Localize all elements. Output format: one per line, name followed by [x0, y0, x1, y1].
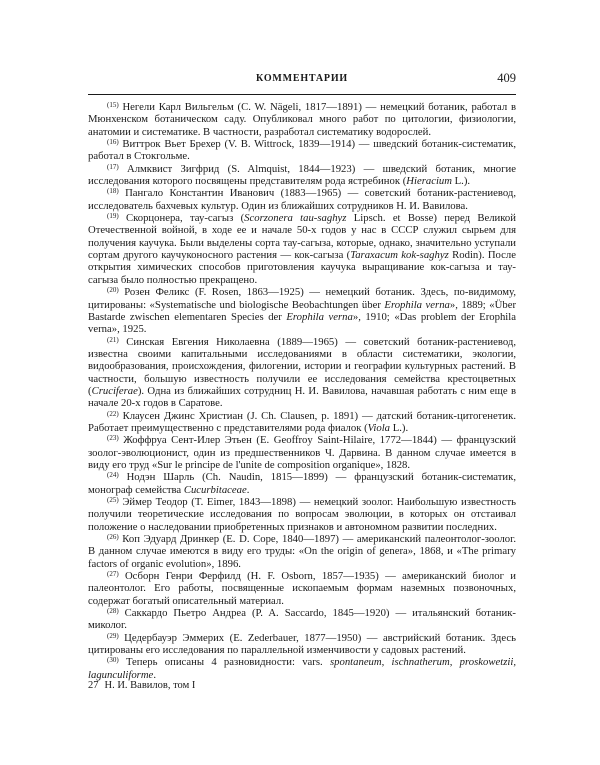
note-number: (17)	[107, 162, 119, 171]
comment-note	[88, 410, 516, 435]
comment-note	[88, 570, 516, 607]
note-number: (29)	[107, 631, 119, 640]
comment-note	[88, 286, 516, 335]
note-number: (21)	[107, 335, 119, 344]
running-head: КОММЕНТАРИИ	[256, 73, 348, 84]
note-number: (30)	[107, 656, 119, 665]
note-text: Синская Евгения Николаевна (1889—1965) — советский ботаник-растениевод, известна своими капитальными исследованиями в области систематики, экологии, видообразования, происхождения, филогении, истории и географии культурных растений. В частности, большую известность получили ее исследования семейства крестоцветных (Cruciferae). Одна из ближайших сотрудниц Н. И. Вавилова, начавшая работать с ним еще в начале 20-х годов в Саратове.	[88, 335, 516, 410]
comment-note	[88, 101, 516, 138]
comment-note	[88, 163, 516, 188]
note-number: (27)	[107, 570, 119, 579]
note-text: Эймер Теодор (T. Eimer, 1843—1898) — немецкий зоолог. Наибольшую известность получили теоретические исследования по вопросам эволюции, в которых он отстаивал положение о наследовании приобретенных признаков и автономном развитии последних.	[88, 496, 516, 533]
note-text: Розен Феликс (F. Rosen, 1863—1925) — немецкий ботаник. Здесь, по-видимому, цитированы: «Systematische und biologische Beobachtungen über Erophila verna», 1889; «Über Bastarde zwischen elementaren Species der Erophila verna», 1910; «Das problem der Erophila verna», 1925.	[88, 286, 516, 336]
note-number: (19)	[107, 212, 119, 221]
note-text: Алмквист Зигфрид (S. Almquist, 1844—1923) — шведский ботаник, многие исследования которого посвящены представителям рода ястребинок (Hieracium L.).	[88, 162, 516, 188]
note-text: Коп Эдуард Дринкер (E. D. Cope, 1840—1897) — американский палеонтолог-зоолог. В данном случае имеются в виду его труды: «On the origin of genera», 1868, и «The primary factors of organic evolution», 1896.	[88, 533, 516, 570]
comment-note	[88, 138, 516, 163]
page-number: 409	[497, 71, 516, 85]
note-number: (25)	[107, 496, 119, 504]
page-header	[88, 73, 516, 89]
note-number: (18)	[107, 187, 119, 196]
comment-note	[88, 187, 516, 212]
note-number: (24)	[107, 471, 119, 480]
note-text: Цедербауэр Эммерих (E. Zederbauer, 1877—1950) — австрийский ботаник. Здесь цитированы его исследования по параллельной изменчивости у садовых растений.	[88, 631, 516, 657]
page-footer	[88, 680, 195, 691]
footer-text: Н. И. Вавилов, том I	[104, 680, 196, 691]
header-rule	[88, 94, 516, 95]
note-number: (26)	[107, 533, 119, 542]
note-text: Теперь описаны 4 разновидности: vars. spontaneum, ischnatherum, proskowetzii, lagunculiforme.	[88, 656, 516, 681]
note-text: Осборн Генри Ферфилд (H. F. Osborn, 1857—1935) — американский биолог и палеонтолог. Его работы, посвященные ископаемым формам наземных позвоночных, содержат богатый описательный материал.	[88, 570, 516, 607]
note-text: Саккардо Пьетро Андреа (P. A. Saccardo, 1845—1920) — итальянский ботаник-миколог.	[88, 607, 516, 632]
note-number: (28)	[107, 607, 119, 616]
note-number: (22)	[107, 409, 119, 418]
comment-note	[88, 656, 516, 681]
note-text: Негели Карл Вильгельм (C. W. Nägeli, 1817—1891) — немецкий ботаник, работал в Мюнхенском ботаническом саду. Опубликовал много работ по цитологии, физиологии, анатомии и систематике. В частности, разработал систематику водорослей.	[88, 101, 516, 138]
comment-note	[88, 434, 516, 471]
comment-note	[88, 336, 516, 410]
note-text: Клаусен Джинс Христиан (J. Ch. Clausen, p. 1891) — датский ботаник-цитогенетик. Работает преимущественно с представителями рода фиалок (Viola L.).	[88, 409, 516, 434]
note-number: (16)	[107, 138, 119, 147]
signature-mark: 27	[88, 680, 99, 691]
note-number: (20)	[107, 286, 119, 295]
note-text: Жоффруа Сент-Илер Этьен (E. Geoffroy Saint-Hilaire, 1772—1844) — французский зоолог-эволюционист, один из предшественников Ч. Дарвина. В данном случае имеется в виду его труд «Sur le principe de l'unite de composition organique», 1828.	[88, 434, 516, 471]
comment-note	[88, 632, 516, 657]
comment-notes	[88, 101, 516, 681]
note-number: (23)	[107, 434, 119, 443]
comment-note	[88, 212, 516, 286]
note-number: (15)	[107, 101, 119, 109]
note-text: Пангало Константин Иванович (1883—1965) — советский ботаник-растениевод, исследователь бахчевых культур. Один из ближайших сотрудников Н. И. Вавилова.	[88, 187, 516, 212]
note-text: Нодэн Шарль (Ch. Naudin, 1815—1899) — французский ботаник-систематик, монограф семейства Cucurbitaceae.	[88, 471, 516, 496]
comment-note	[88, 496, 516, 533]
comment-note	[88, 471, 516, 496]
note-text: Скорцонера, тау-сагыз (Scorzonera tau-saghyz Lipsch. et Bosse) перед Великой Отечественной войной, в ходе ее и начале 50-х годов у нас в СССР служил сырьем для получения каучука. Были выделены сорта тау-сагыза, которые, однако, значительно уступали сортам другого каучуконосного растения — кок-сагыза (Taraxacum kok-saghyz Rodin). После открытия химических способов приготовления каучука выращивание кок-сагыза и тау-сагыза было полностью прекращено.	[88, 212, 516, 286]
comment-note	[88, 607, 516, 632]
comment-note	[88, 533, 516, 570]
note-text: Виттрок Вьет Брехер (V. B. Wittrock, 1839—1914) — шведский ботаник-систематик, работал в Стокгольме.	[88, 138, 516, 163]
